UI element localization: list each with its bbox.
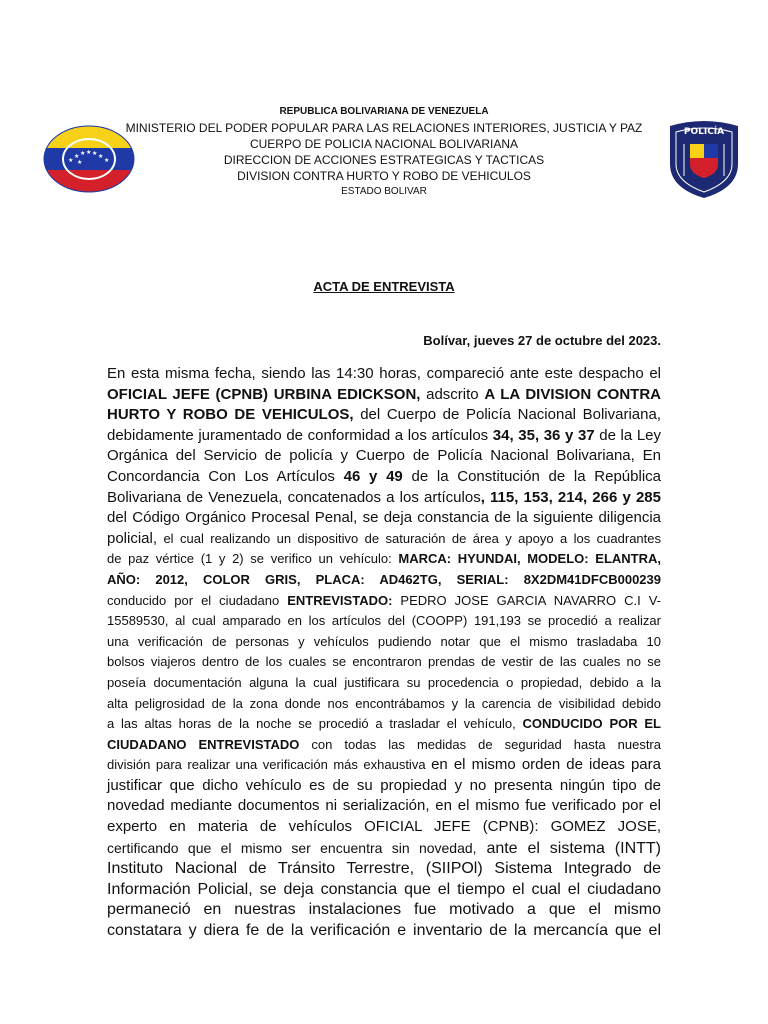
- body-line: a las altas horas de la noche se procedió a trasladar el vehículo, CONDUCIDO POR EL: [107, 716, 662, 732]
- body-line: AÑO: 2012, COLOR GRIS, PLACA: AD462TG, SERIAL: 8X2DM41DFCB000239: [107, 571, 661, 587]
- body-line: HURTO Y ROBO DE VEHICULOS, del Cuerpo de Policía Nacional Bolivariana,: [107, 406, 661, 424]
- body-line: Concordancia Con Los Artículos 46 y 49 de la Constitución de la República: [107, 467, 661, 485]
- body-line: certificando que el mismo ser encuentra sin novedad, ante el sistema (INTT): [107, 839, 662, 857]
- body-line: policial, el cual realizando un dispositivo de saturación de área y apoyo a los cuadrantes: [107, 529, 661, 547]
- svg-text:★: ★: [86, 149, 92, 156]
- document-header: [0, 104, 768, 200]
- header-division: DIVISION CONTRA HURTO Y ROBO DE VEHICULOS: [237, 169, 531, 183]
- body-line: bolsos viajeros dentro de los cuales se encontraron prendas de vestir de las cuales no se: [107, 654, 661, 670]
- svg-text:★: ★: [92, 150, 98, 157]
- body-line: Información Policial, se deja constancia que el tiempo el cual el ciudadano: [107, 880, 661, 898]
- body-line: Orgánica del Servicio de policía y Cuerpo de Policía Nacional Bolivariana, En: [107, 447, 661, 465]
- svg-text:★: ★: [98, 153, 104, 160]
- header-country: REPUBLICA BOLIVARIANA DE VENEZUELA: [279, 106, 489, 117]
- header-direction: DIRECCION DE ACCIONES ESTRATEGICAS Y TACTICAS: [223, 153, 545, 167]
- document-body: [107, 364, 661, 942]
- svg-text:★: ★: [68, 157, 74, 164]
- body-line: Instituto Nacional de Tránsito Terrestre, (SIIPOl) Sistema Integrado de: [107, 860, 661, 878]
- body-line: constatara y diera fe de la verificación e inventario de la mercancía que el: [107, 922, 661, 940]
- body-line: CIUDADANO ENTREVISTADO con todas las medidas de seguridad hasta nuestra: [107, 736, 661, 752]
- svg-text:★: ★: [74, 153, 80, 160]
- body-line: novedad mediante documentos ni serialización, en el mismo fue verificado por el: [107, 797, 661, 815]
- body-line: justificar que dicho vehículo es de su propiedad y no presenta ningún tipo de: [107, 776, 661, 794]
- body-line: de paz vértice (1 y 2) se verifico un vehículo: MARCA: HYUNDAI, MODELO: ELANTRA,: [107, 551, 661, 567]
- body-line: OFICIAL JEFE (CPNB) URBINA EDICKSON, adscrito A LA DIVISION CONTRA: [107, 385, 661, 403]
- body-line: En esta misma fecha, siendo las 14:30 horas, compareció ante este despacho el: [107, 365, 661, 382]
- body-line: alta peligrosidad de la zona donde nos encontrábamos y la carencia de visibilidad debido: [107, 695, 661, 711]
- svg-text:★: ★: [104, 157, 110, 164]
- body-line: debidamente juramentado de conformidad a los artículos 34, 35, 36 y 37 de la Ley: [107, 426, 661, 444]
- place-date: Bolívar, jueves 27 de octubre del 2023.: [423, 333, 661, 348]
- header-state: ESTADO BOLIVAR: [341, 186, 427, 197]
- body-line: experto en materia de vehículos OFICIAL JEFE (CPNB): GOMEZ JOSE,: [107, 818, 661, 836]
- document-title: ACTA DE ENTREVISTA: [313, 279, 455, 294]
- header-police: CUERPO DE POLICIA NACIONAL BOLIVARIANA: [249, 137, 519, 151]
- body-line: del Código Orgánico Procesal Penal, se deja constancia de la siguiente diligencia: [107, 509, 661, 527]
- body-line: conducido por el ciudadano ENTREVISTADO: PEDRO JOSE GARCIA NAVARRO C.I V-: [107, 592, 662, 608]
- header-ministry: MINISTERIO DEL PODER POPULAR PARA LAS RELACIONES INTERIORES, JUSTICIA Y PAZ: [125, 121, 643, 135]
- body-line: Bolivariana de Venezuela, concatenados a los artículos, 115, 153, 214, 266 y 285: [107, 488, 661, 506]
- body-line: una verificación de personas y vehículos pudiendo notar que el mismo trasladaba 10: [107, 633, 661, 649]
- svg-text:POLICÍA: POLICÍA: [683, 127, 725, 137]
- svg-text:★: ★: [77, 159, 83, 166]
- body-line: permaneció en nuestras instalaciones fue motivado a que el mismo: [107, 901, 661, 919]
- body-line: división para realizar una verificación más exhaustiva en el mismo orden de ideas para: [107, 756, 661, 774]
- body-line: 15589530, al cual amparado en los artículos del (COOPP) 191,193 se procedió a realizar: [107, 613, 661, 629]
- svg-text:★: ★: [80, 150, 86, 157]
- body-line: poseía documentación alguna la cual justificara su procedencia o propiedad, debido a la: [107, 674, 661, 690]
